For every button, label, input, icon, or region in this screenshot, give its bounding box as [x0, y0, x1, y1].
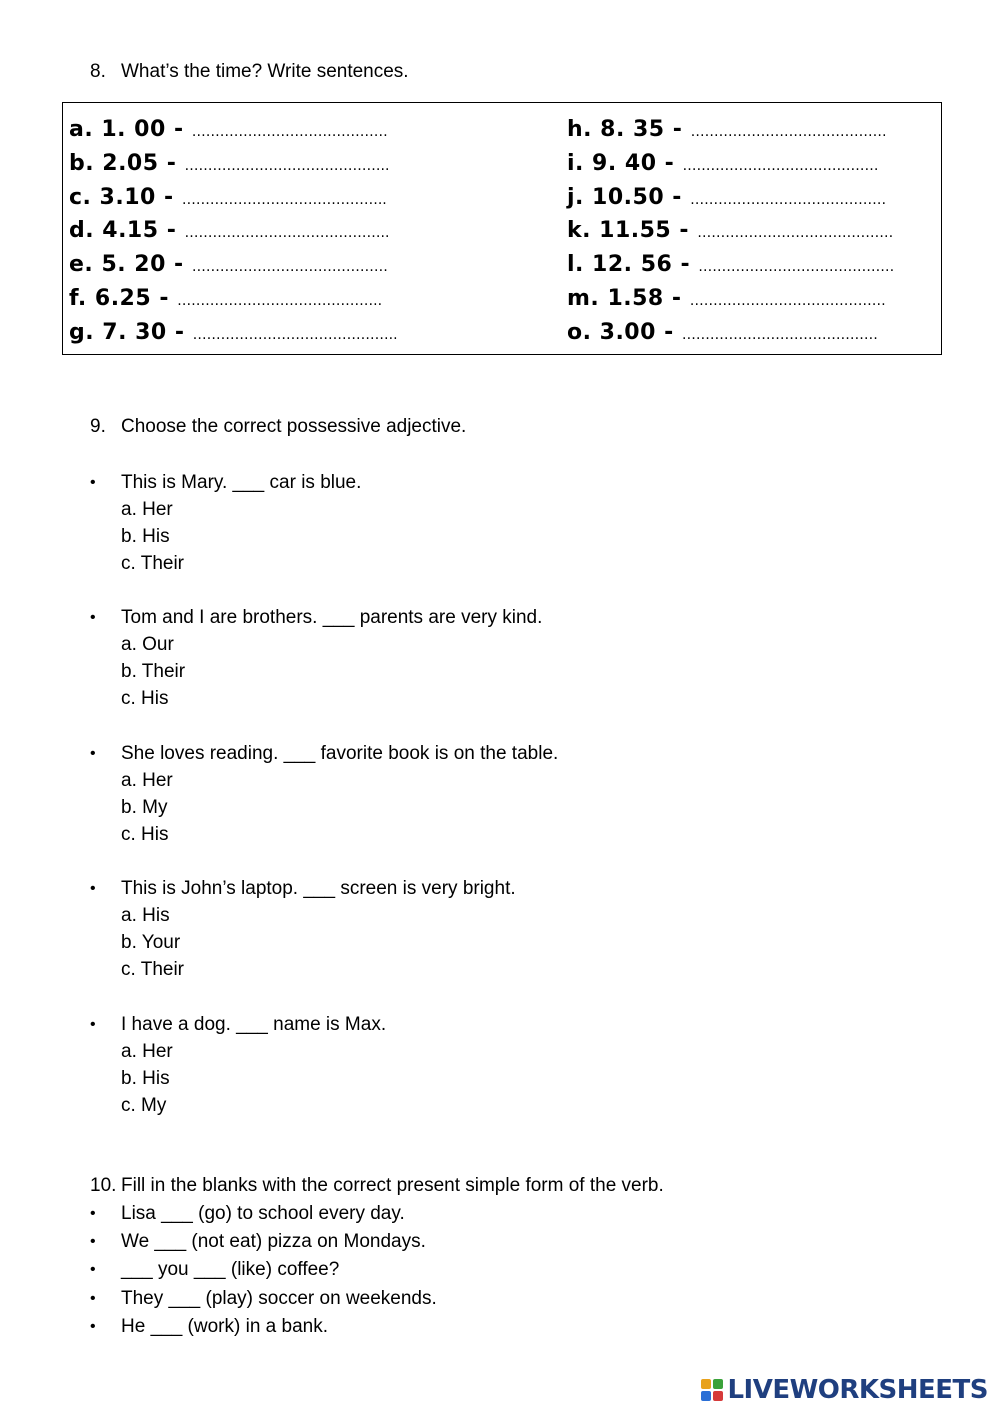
time-column-left — [69, 113, 398, 350]
answer-option[interactable]: a. His — [121, 905, 170, 926]
answer-line[interactable]: …………………………………….. — [184, 225, 390, 242]
question-block — [90, 1011, 386, 1119]
time-item — [567, 316, 894, 350]
time-label: f. 6.25 - — [69, 285, 169, 311]
answer-option[interactable]: a. Our — [121, 634, 174, 655]
bullet-icon: • — [90, 745, 96, 762]
time-item — [69, 181, 398, 215]
answer-line[interactable]: …………………………………….. — [184, 157, 390, 174]
time-item — [69, 282, 398, 316]
question-text — [90, 604, 542, 631]
answer-option[interactable]: c. His — [121, 688, 169, 709]
time-label: g. 7. 30 - — [69, 319, 185, 345]
answer-line[interactable]: …………………………………… — [690, 124, 887, 140]
time-label: l. 12. 56 - — [567, 252, 691, 278]
section-8-title-text: What’s the time? Write sentences. — [121, 61, 409, 82]
answer-option[interactable]: a. Her — [121, 770, 173, 791]
time-label: b. 2.05 - — [69, 150, 177, 176]
question-sentence: She loves reading. ___ favorite book is on the table. — [121, 743, 559, 764]
fill-sentence: We ___ (not eat) pizza on Mondays. — [121, 1231, 426, 1253]
bullet-icon: • — [90, 1317, 96, 1335]
time-item — [69, 248, 398, 282]
question-text — [90, 875, 516, 902]
section-8-number: 8. — [90, 61, 106, 82]
bullet-icon: • — [90, 1016, 96, 1033]
question-text — [90, 1011, 386, 1038]
time-item — [567, 282, 894, 316]
section-8-title — [90, 60, 409, 84]
list-item[interactable] — [90, 1200, 437, 1228]
question-sentence: This is Mary. ___ car is blue. — [121, 472, 362, 493]
time-label: o. 3.00 - — [567, 319, 674, 345]
bullet-icon: • — [90, 880, 96, 897]
answer-option[interactable]: b. Their — [121, 661, 186, 682]
answer-line[interactable]: …………………………………… — [191, 124, 388, 140]
list-item[interactable] — [90, 1256, 437, 1284]
logo-mark-icon — [701, 1379, 723, 1401]
section-10-title — [90, 1174, 664, 1198]
time-item — [567, 181, 894, 215]
fill-sentence: They ___ (play) soccer on weekends. — [121, 1287, 437, 1309]
question-text — [90, 740, 558, 767]
time-label: m. 1.58 - — [567, 285, 682, 311]
answer-option[interactable]: a. Her — [121, 1041, 173, 1062]
bullet-icon: • — [90, 1261, 96, 1279]
logo-square — [701, 1391, 711, 1401]
question-block — [90, 875, 516, 983]
answer-line[interactable]: …………………………………… — [191, 259, 388, 276]
section-10-number: 10. — [90, 1175, 117, 1196]
time-item — [567, 248, 894, 282]
fill-sentence: Lisa ___ (go) to school every day. — [121, 1203, 405, 1224]
time-column-right — [567, 113, 894, 350]
logo-square — [701, 1379, 711, 1389]
section-9-title-text: Choose the correct possessive adjective. — [121, 416, 467, 437]
question-sentence: Tom and I are brothers. ___ parents are very kind. — [121, 607, 543, 628]
fill-sentence: ___ you ___ (like) coffee? — [121, 1259, 340, 1281]
time-item — [567, 214, 894, 248]
time-exercise-box — [62, 102, 942, 355]
section-9-number: 9. — [90, 416, 106, 437]
answer-line[interactable]: …………………………………… — [681, 326, 878, 343]
question-sentence: This is John’s laptop. ___ screen is very bright. — [121, 878, 516, 899]
liveworksheets-logo — [701, 1374, 988, 1406]
question-block — [90, 469, 361, 577]
fill-in-list — [90, 1200, 437, 1341]
time-label: i. 9. 40 - — [567, 150, 675, 176]
question-block — [90, 604, 542, 712]
time-label: e. 5. 20 - — [69, 252, 184, 278]
list-item[interactable] — [90, 1285, 437, 1313]
answer-line[interactable]: …………………………………….. — [192, 326, 398, 343]
time-item — [69, 113, 398, 147]
fill-sentence: He ___ (work) in a bank. — [121, 1315, 328, 1337]
time-label: j. 10.50 - — [567, 184, 682, 210]
time-item — [567, 113, 894, 147]
logo-text: LIVEWORKSHEETS — [727, 1375, 988, 1405]
bullet-icon: • — [90, 1289, 96, 1307]
answer-line[interactable]: …………………………………… — [690, 191, 887, 208]
answer-option[interactable]: b. His — [121, 1068, 170, 1089]
bullet-icon: • — [90, 1205, 96, 1222]
question-block — [90, 740, 558, 848]
question-text — [90, 469, 361, 496]
logo-square — [713, 1379, 723, 1389]
answer-line[interactable]: …………………………………… — [682, 157, 879, 174]
question-sentence: I have a dog. ___ name is Max. — [121, 1014, 387, 1035]
time-item — [69, 147, 398, 181]
bullet-icon: • — [90, 1233, 96, 1251]
bullet-icon: • — [90, 474, 96, 491]
list-item[interactable] — [90, 1313, 437, 1341]
answer-line[interactable]: …………………………………… — [689, 292, 886, 309]
time-label: c. 3.10 - — [69, 184, 174, 210]
answer-line[interactable]: …………………………………….. — [181, 191, 387, 208]
logo-square — [713, 1391, 723, 1401]
list-item[interactable] — [90, 1228, 437, 1256]
time-item — [69, 214, 398, 248]
answer-option[interactable]: c. My — [121, 1095, 167, 1116]
time-label: h. 8. 35 - — [567, 117, 683, 142]
section-10-title-text: Fill in the blanks with the correct present simple form of the verb. — [121, 1175, 664, 1196]
answer-option[interactable]: b. Your — [121, 932, 181, 953]
time-label: k. 11.55 - — [567, 218, 690, 244]
answer-option[interactable]: c. His — [121, 824, 169, 845]
section-9-title — [90, 415, 466, 439]
bullet-icon: • — [90, 609, 96, 626]
answer-line[interactable]: …………………………………….. — [177, 292, 383, 309]
time-label: d. 4.15 - — [69, 218, 177, 244]
answer-option[interactable]: c. Their — [121, 959, 185, 980]
answer-line[interactable]: …………………………………… — [697, 225, 894, 242]
answer-option[interactable]: c. Their — [121, 553, 185, 574]
answer-option[interactable]: b. My — [121, 797, 168, 818]
time-item — [567, 147, 894, 181]
answer-option[interactable]: a. Her — [121, 499, 173, 520]
answer-option[interactable]: b. His — [121, 526, 170, 547]
time-label: a. 1. 00 - — [69, 117, 184, 142]
time-item — [69, 316, 398, 350]
answer-line[interactable]: …………………………………… — [698, 259, 895, 276]
